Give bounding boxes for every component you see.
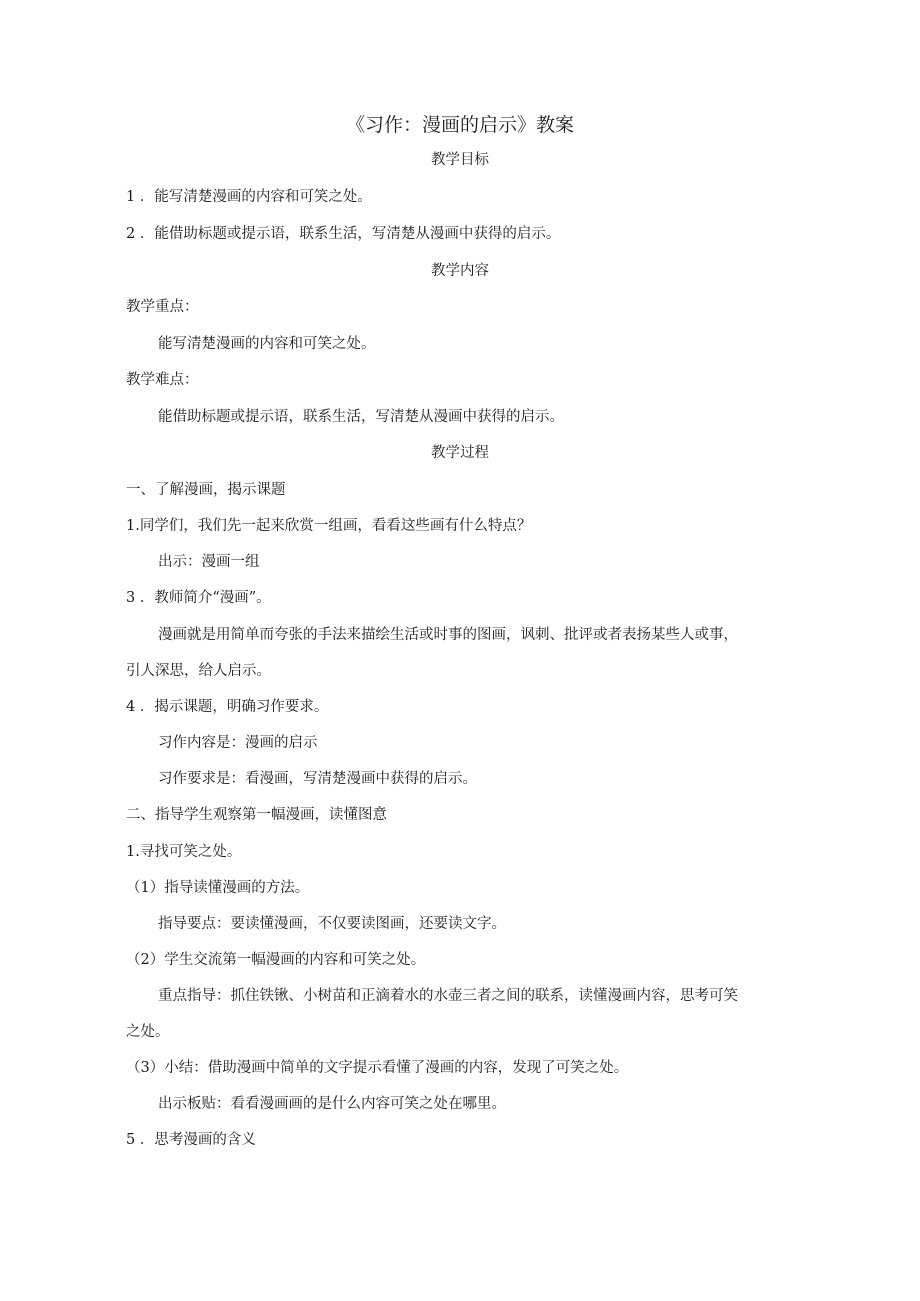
process-part1-heading: 一、了解漫画，揭示课题 (126, 482, 286, 498)
process-part1-item3-text-b: 引人深思，给人启示。 (126, 663, 271, 679)
process-part2-sub2-guide-a: 重点指导：抓住铁锹、小树苗和正滴着水的水壶三者之间的联系，读懂漫画内容，思考可笑 (158, 988, 738, 1004)
section-heading-goals: 教学目标 (431, 152, 489, 168)
process-part1-item3-text-a: 漫画就是用简单而夸张的手法来描绘生活或时事的图画，讽刺、批评或者表扬某些人或事， (158, 627, 738, 643)
key-point-label: 教学重点： (126, 299, 199, 315)
process-part2-sub2: （2）学生交流第一幅漫画的内容和可笑之处。 (126, 952, 426, 968)
difficult-point-text: 能借助标题或提示语，联系生活，写清楚从漫画中获得的启示。 (158, 409, 564, 425)
process-part1-item1-show: 出示：漫画一组 (158, 554, 260, 570)
goal-item-1: 1 ．能写清楚漫画的内容和可笑之处。 (126, 189, 372, 205)
process-part1-item3: 3 ．教师简介“漫画”。 (126, 590, 271, 606)
process-part2-sub3: （3）小结：借助漫画中简单的文字提示看懂了漫画的内容，发现了可笑之处。 (126, 1060, 629, 1076)
process-part2-item1: 1.寻找可笑之处。 (126, 844, 242, 860)
goal-item-2: 2 ．能借助标题或提示语，联系生活，写清楚从漫画中获得的启示。 (126, 226, 561, 242)
difficult-point-label: 教学难点： (126, 372, 199, 388)
process-part2-item5: 5 ．思考漫画的含义 (126, 1132, 256, 1148)
key-point-text: 能写清楚漫画的内容和可笑之处。 (158, 336, 376, 352)
process-part2-sub2-guide-b: 之处。 (126, 1024, 170, 1040)
process-part2-sub3-board: 出示板贴：看看漫画画的是什么内容可笑之处在哪里。 (158, 1096, 506, 1112)
section-heading-process: 教学过程 (431, 445, 489, 461)
process-part1-item4-requirement: 习作要求是：看漫画，写清楚漫画中获得的启示。 (158, 771, 477, 787)
process-part1-item1: 1.同学们，我们先一起来欣赏一组画，看看这些画有什么特点？ (126, 518, 532, 534)
process-part2-sub1: （1）指导读懂漫画的方法。 (126, 880, 310, 896)
process-part1-item4: 4 ．揭示课题，明确习作要求。 (126, 699, 329, 715)
process-part2-heading: 二、指导学生观察第一幅漫画，读懂图意 (126, 807, 387, 823)
process-part2-sub1-point: 指导要点：要读懂漫画，不仅要读图画，还要读文字。 (158, 916, 506, 932)
section-heading-content: 教学内容 (431, 263, 489, 279)
document-title: 《习作：漫画的启示》教案 (345, 114, 574, 136)
process-part1-item4-content: 习作内容是：漫画的启示 (158, 735, 318, 751)
